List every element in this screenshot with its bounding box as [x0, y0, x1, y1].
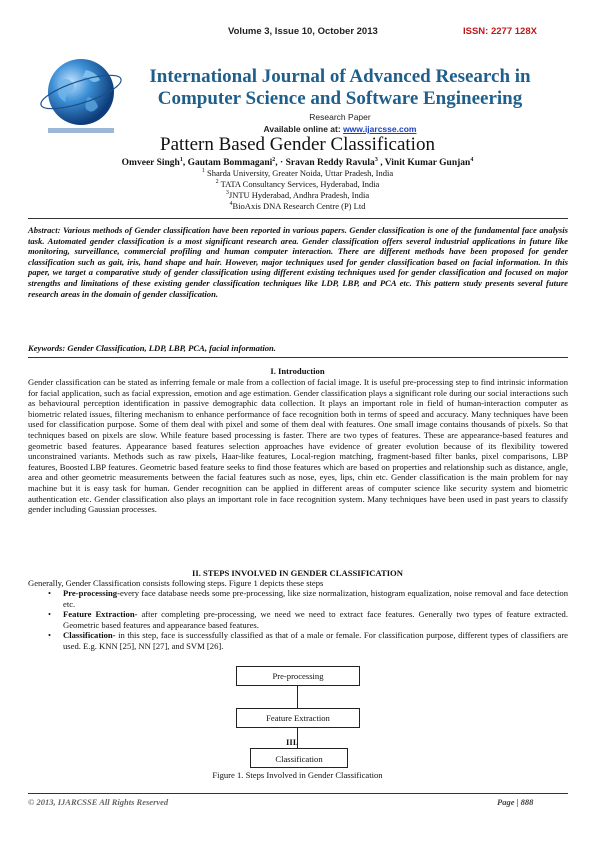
available-prefix: Available online at:: [263, 124, 344, 134]
introduction-text: Gender classification can be stated as inferring female or male from a collection of facial image. It is useful pre-processing step to find intrinsic information for facial application, such as facial expression, emotion and age estimation. Gender classification plays a significant role during our social interactions such as behavioural perception identification in passive demographic data collection. It plays an important role in field of human-interaction computer as biometric related issues, filtering mechanism to enhance performance of face recognition both in terms of speed and accuracy. Many techniques have been used for classification purpose. Some of them deal with pixel and some of them deal with features. One small image contains thousands of pixels. So that techniques based on pixels are slow. While feature based processing is faster. There are two types of features. These are appearance-based features and geometric based features. Appearance based features selection approaches have evidence of greater evolution because of its flexibility towered unconstrained variants. Methods such as raw pixels, Haar-like features, Local-region matching, fragment-based filter banks, pixel comparisons, LBP features, Boosted LBP features. Geometric based feature seeks to find those features which are based on properties and relationship such as distance, angle, area and other geometric measurements between the facial features such as nose, eyes, lips, chin etc. Gender classification is the main problem for nay machine but it is easy task for human. Gender recognition can be applied in different areas of computer science like security system and biometric authentication etc. Gender classification also plays an important role in face recognition system. Many techniques have been used in past years to classify gender including Gaussian processes.: [28, 377, 568, 515]
aff-text: TATA Consultancy Services, Hyderabad, India: [220, 179, 380, 189]
journal-title: [130, 66, 550, 110]
journal-logo-globe-icon: [38, 52, 124, 138]
flow-box-classification: Classification: [250, 748, 348, 768]
copyright: © 2013, IJARCSSE All Rights Reserved: [28, 797, 169, 807]
affiliation: [0, 201, 595, 211]
flow-connector: [297, 684, 298, 710]
divider: [28, 357, 568, 358]
bullet-term: Classification-: [63, 630, 116, 641]
aff-sup: 4: [229, 201, 233, 208]
affiliation: [0, 190, 595, 200]
keywords: Keywords: Gender Classification, LDP, LBP, PCA, facial information.: [28, 343, 276, 353]
bullet-term: Pre-processing-: [63, 588, 120, 598]
available-online: [130, 124, 550, 134]
bullet-icon: •: [48, 588, 52, 598]
aff-text: BioAxis DNA Research Centre (P) Ltd: [232, 201, 366, 211]
footer-divider: [28, 793, 568, 794]
author: Omveer Singh: [121, 158, 180, 169]
abstract: Abstract: Various methods of Gender classification have been reported in various papers. Gender classification is one of the fundamental face analysis task. Automated gender classification is a most significant research area. Gender classification offers several industrial applications in future like monitoring, surveillance, commercial profiling and human computer interaction. There are different methods have been proposed for gender classification such as gait, iris, hand shape and hair. However, major techniques used for gender classification based on facial information. In this paper, we target a comparative study of gender classification using different existing techniques used for gender classification and focused on major strengths and limitations of these existing gender classification techniques like LDP, LBP, and PCA etc. This pattern study presents several future research areas in the domain of gender classification.: [28, 225, 568, 299]
author-sup: 1: [179, 157, 183, 163]
journal-title-line2: Computer Science and Software Engineering: [157, 88, 523, 109]
bullet-icon: •: [48, 630, 52, 641]
author: Vinit Kumar Gunjan: [384, 158, 471, 169]
figure-caption: Figure 1. Steps Involved in Gender Classification: [212, 770, 383, 780]
affiliation: [0, 179, 595, 189]
author-list: Omveer Singh$^1$, Gautam Bommagani$^2$, · Sravan Reddy Ravula$^3$ , Vinit Kumar Gunjan$^4$: [121, 157, 474, 169]
section2-intro: Generally, Gender Classification consists following steps. Figure 1 depicts these steps: [28, 578, 324, 588]
paper-type: Research Paper: [309, 112, 371, 122]
bullet-text: after completing pre-processing, we need we need to extract face features. Generally two types of feature extracted. Geometric based features and appearance based features.: [63, 609, 568, 630]
journal-url-link[interactable]: www.ijarcsse.com: [343, 124, 417, 134]
list-item: [48, 588, 568, 609]
journal-title-line1: International Journal of Advanced Research in: [149, 66, 531, 87]
affiliation: [0, 168, 595, 178]
page-number: Page | 888: [497, 797, 534, 807]
volume-issue: Volume 3, Issue 10, October 2013: [228, 26, 378, 37]
issn: ISSN: 2277 128X: [463, 26, 537, 37]
aff-text: Sharda University, Greater Noida, Uttar Pradesh, India: [206, 168, 394, 178]
bullet-icon: •: [48, 609, 52, 620]
steps-list: [48, 588, 568, 652]
aff-sup: 3: [225, 190, 229, 197]
bullet-text: every face database needs some pre-processing, like size normalization, histogram equalization, noise removal and face detection etc.: [63, 588, 568, 609]
author: Sravan Reddy Ravula: [285, 158, 375, 169]
section-heading-steps: II. STEPS INVOLVED IN GENDER CLASSIFICATION: [192, 568, 403, 578]
section-heading-introduction: I. Introduction: [270, 366, 325, 376]
flow-box-feature-extraction: Feature Extraction: [236, 708, 360, 728]
paper-title: Pattern Based Gender Classification: [160, 134, 435, 155]
divider: [28, 218, 568, 219]
author-sup: 2: [272, 157, 276, 163]
list-item: [48, 630, 568, 651]
flow-box-preprocessing: Pre-processing: [236, 666, 360, 686]
bullet-text: in this step, face is successfully classified as that of a male or female. For classification purpose, different types of classifiers are used. E.g. KNN [25], NN [27], and SVM [26].: [63, 630, 568, 651]
list-item: [48, 609, 568, 630]
bullet-term: Feature Extraction-: [63, 609, 138, 620]
author-sup: 3: [374, 157, 378, 163]
author: Gautam Bommagani: [187, 158, 273, 169]
section-marker-overlay: III.: [286, 737, 299, 747]
aff-text: JNTU Hyderabad, Andhra Pradesh, India: [228, 190, 370, 200]
aff-sup: 2: [215, 179, 219, 186]
author-sup: 4: [470, 157, 474, 163]
aff-sup: 1: [201, 168, 205, 175]
